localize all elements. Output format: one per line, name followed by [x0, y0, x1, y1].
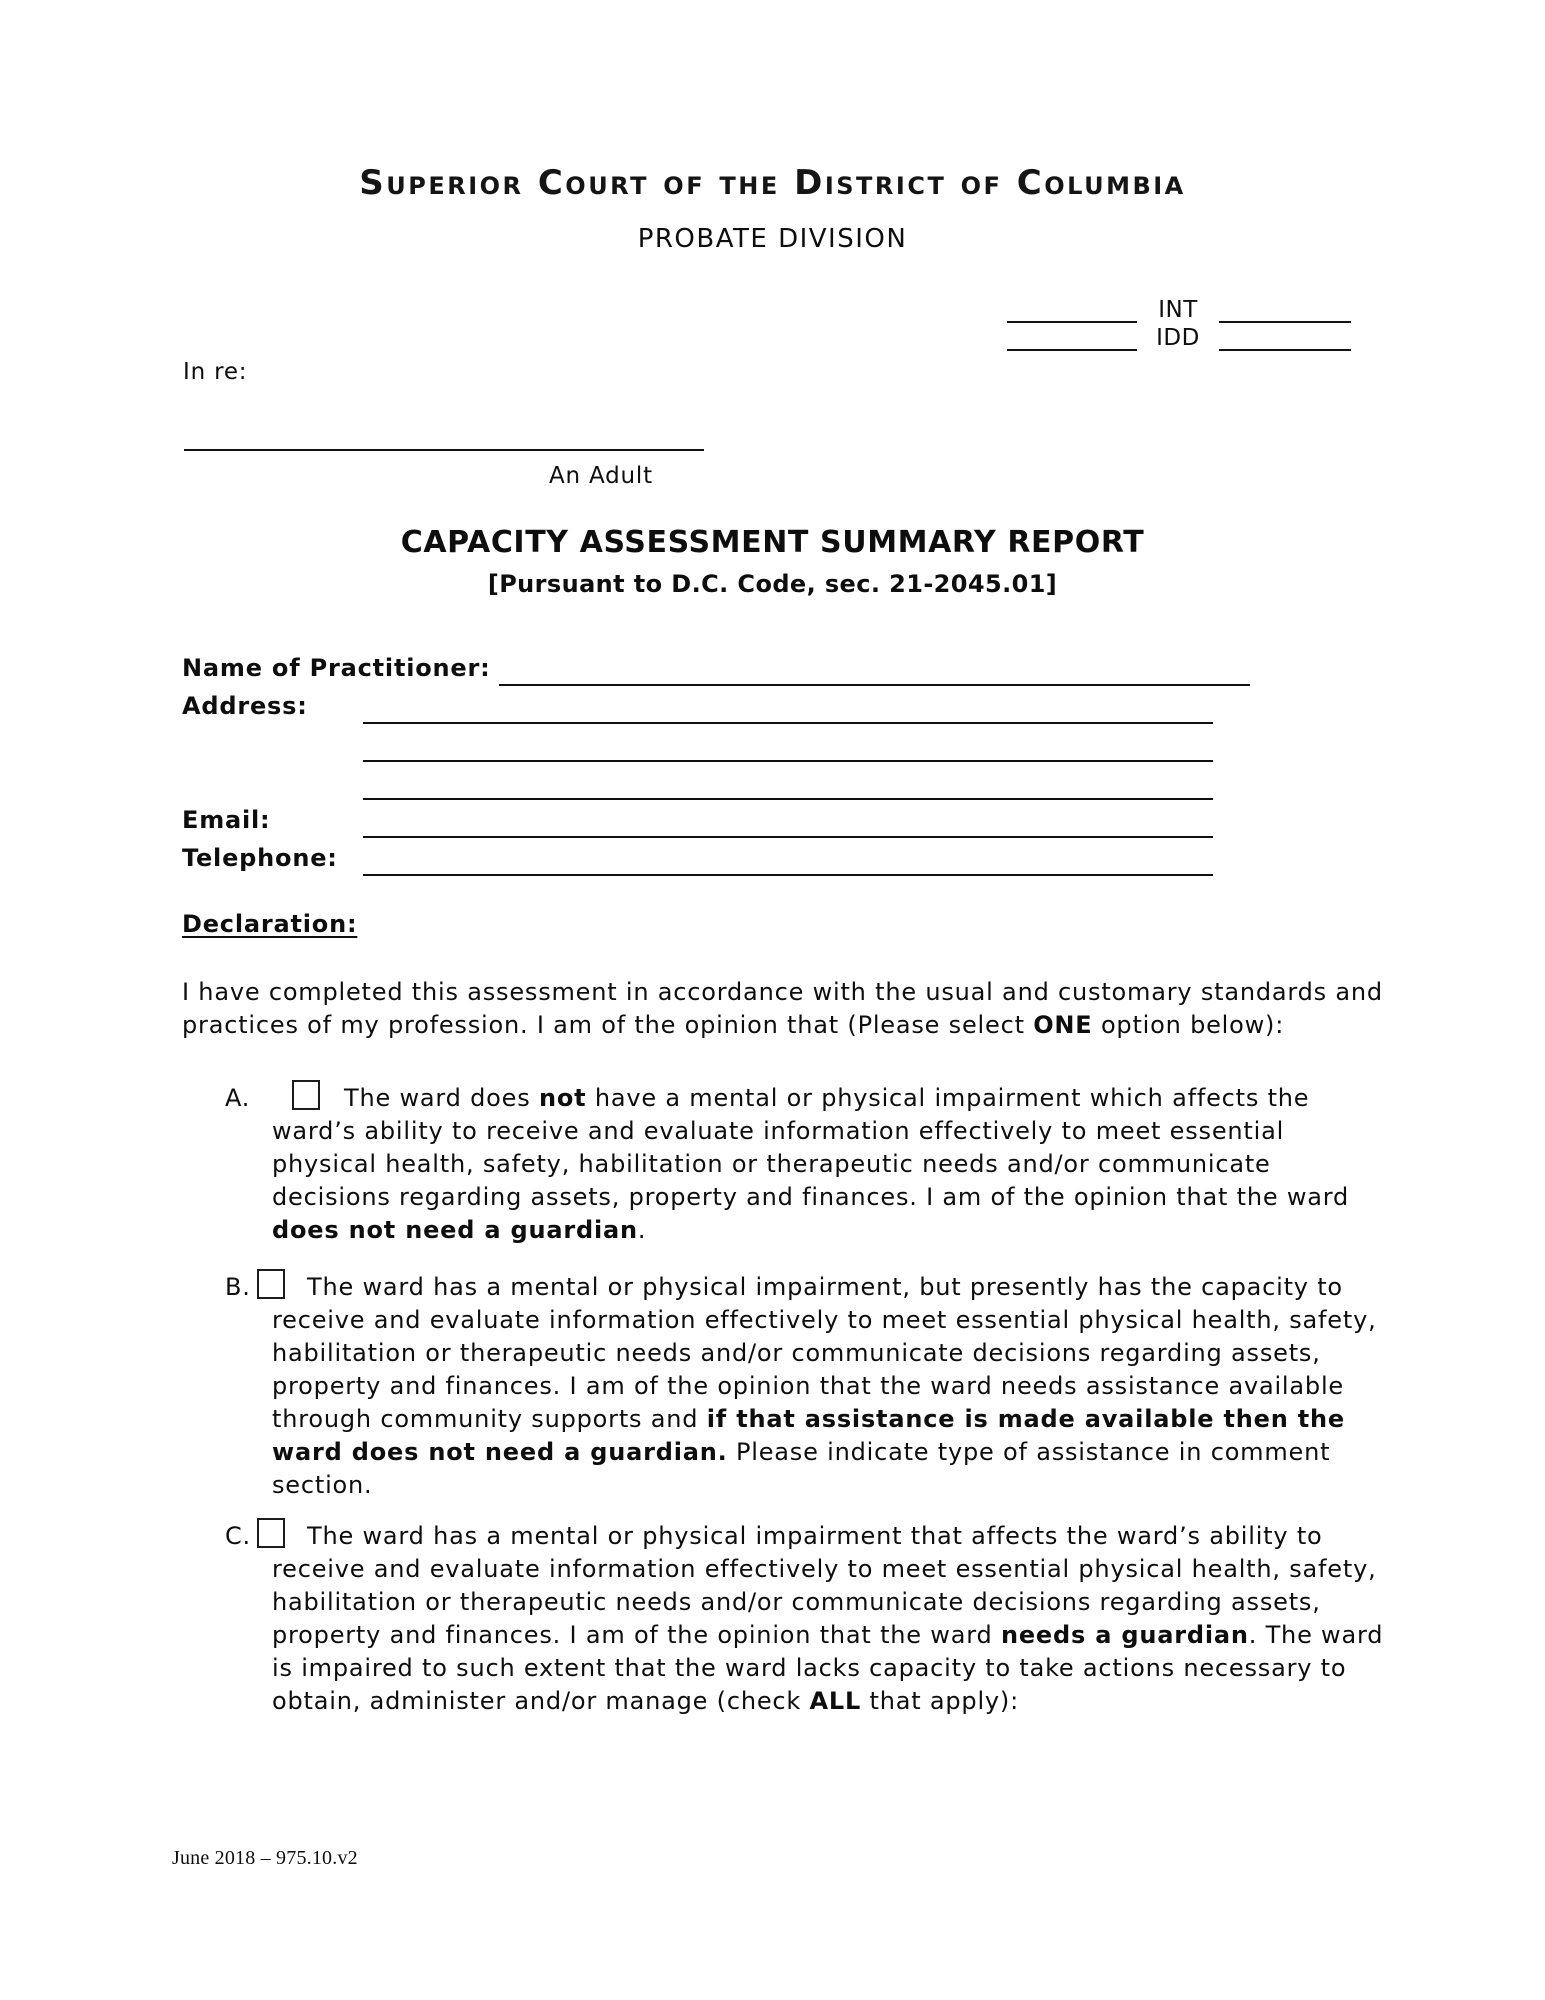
address-blank-label	[182, 761, 363, 762]
email-input-line[interactable]	[363, 798, 1213, 838]
court-title: Superior Court of the District of Columbia	[359, 163, 1186, 203]
int-left-blank-line[interactable]	[1007, 294, 1137, 323]
ward-name-blank-line[interactable]	[184, 449, 704, 451]
address-blank-label-2	[182, 799, 363, 800]
practitioner-name-row	[182, 648, 1250, 686]
option-a-checkbox[interactable]	[292, 1080, 320, 1110]
practitioner-name-label: Name of Practitioner:	[182, 654, 491, 682]
report-title: CAPACITY ASSESSMENT SUMMARY REPORT	[400, 525, 1145, 560]
option-b-text: The ward has a mental or physical impairment, but presently has the capacity to receive and evaluate information effectively to meet essential physical health, safety, habilitation or therapeutic needs and/or communicate decisions regarding assets, property and finances. I am of the opinion that the ward needs assistance available through community supports and if that assistance is made available then the ward does not need a guardian. Please indicate type of assistance in comment section.	[272, 1273, 1377, 1499]
in-re-label: In re:	[183, 359, 248, 385]
email-row	[182, 800, 1250, 838]
practitioner-info-section	[182, 648, 1250, 876]
option-c	[182, 1518, 1397, 1718]
an-adult-label: An Adult	[549, 463, 653, 489]
option-c-letter: C.	[225, 1522, 251, 1550]
email-label: Email:	[182, 806, 271, 834]
telephone-label: Telephone:	[182, 844, 338, 872]
int-number-row	[1007, 296, 1352, 323]
option-c-checkbox[interactable]	[257, 1518, 285, 1548]
idd-left-blank-line[interactable]	[1007, 322, 1137, 351]
option-b-letter: B.	[225, 1273, 251, 1301]
telephone-input-line[interactable]	[363, 836, 1213, 876]
address-row-3	[182, 762, 1250, 800]
address-row-2	[182, 724, 1250, 762]
option-b-checkbox[interactable]	[257, 1269, 285, 1299]
address-input-line-3[interactable]	[363, 760, 1213, 800]
telephone-row	[182, 838, 1250, 876]
report-subtitle: [Pursuant to D.C. Code, sec. 21-2045.01]	[487, 570, 1058, 598]
option-a-letter: A.	[225, 1084, 251, 1112]
declaration-heading: Declaration:	[182, 910, 358, 938]
idd-label: IDD	[1156, 325, 1200, 351]
form-version-footer: June 2018 – 975.10.v2	[172, 1847, 358, 1869]
opinion-options-list	[182, 1080, 1397, 1718]
int-right-blank-line[interactable]	[1219, 294, 1351, 323]
address-input-line-1[interactable]	[363, 684, 1213, 724]
practitioner-name-input-line[interactable]	[499, 646, 1250, 686]
option-a-text: The ward does not have a mental or physical impairment which affects the ward’s ability to receive and evaluate information effectively to meet essential physical health, safety, habilitation or therapeutic needs and/or communicate decisions regarding assets, property and finances. I am of the opinion that the ward does not need a guardian.	[272, 1084, 1350, 1244]
case-number-block	[1007, 296, 1352, 352]
declaration-intro-paragraph: I have completed this assessment in accordance with the usual and customary standards and practices of my profession. I am of the opinion that (Please select ONE option below):	[182, 978, 1383, 1039]
division-subtitle: PROBATE DIVISION	[637, 224, 908, 254]
address-label: Address:	[182, 692, 308, 720]
option-a	[182, 1080, 1397, 1247]
int-label: INT	[1158, 297, 1198, 323]
address-input-line-2[interactable]	[363, 722, 1213, 762]
address-row	[182, 686, 1250, 724]
option-b	[182, 1269, 1397, 1502]
idd-right-blank-line[interactable]	[1219, 322, 1351, 351]
option-c-text: The ward has a mental or physical impairment that affects the ward’s ability to receive and evaluate information effectively to meet essential physical health, safety, habilitation or therapeutic needs and/or communicate decisions regarding assets, property and finances. I am of the opinion that the ward needs a guardian. The ward is impaired to such extent that the ward lacks capacity to take actions necessary to obtain, administer and/or manage (check ALL that apply):	[272, 1522, 1384, 1715]
idd-number-row	[1007, 324, 1352, 351]
